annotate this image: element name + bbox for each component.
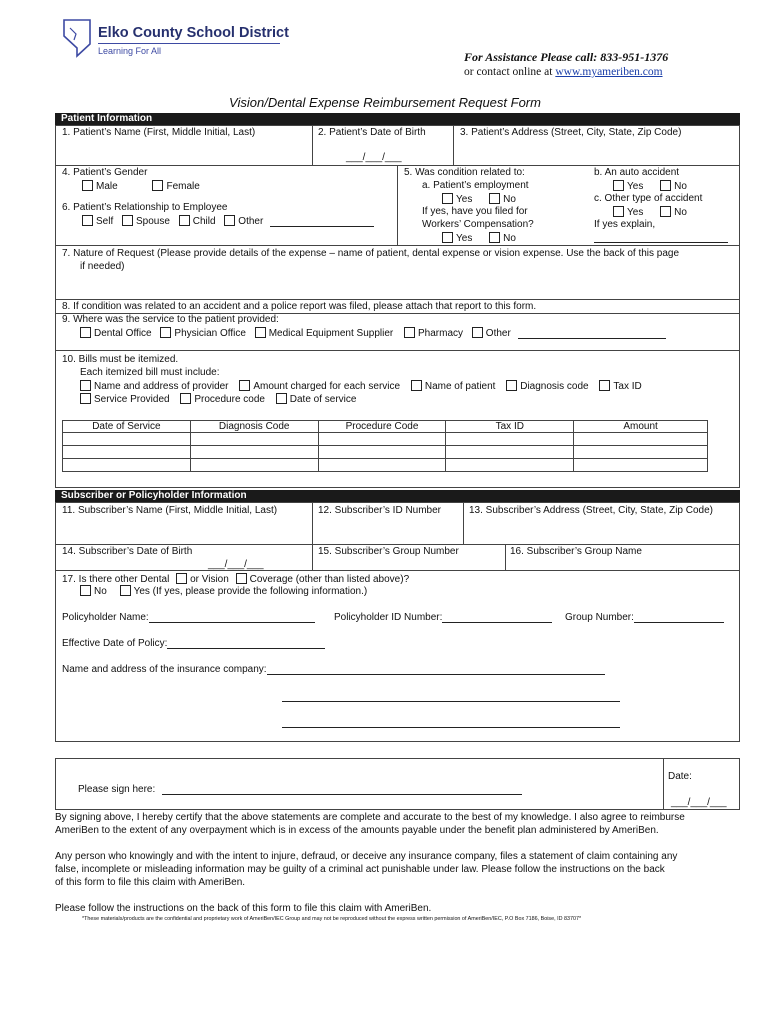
contact-line — [464, 66, 663, 78]
itemized-include-label: Each itemized bill must include: — [80, 367, 220, 378]
other-location-input[interactable] — [518, 338, 666, 339]
table-row — [63, 446, 708, 459]
policyholder-id-row — [334, 612, 552, 623]
other-relationship-label: Other — [238, 216, 264, 227]
filed-question-1: If yes, have you filed for — [422, 206, 528, 217]
insurer-label: Name and address of the insurance company: — [62, 664, 267, 675]
physician-office-label: Physician Office — [174, 328, 246, 339]
policyholder-name-row — [62, 612, 315, 623]
tax-id-label: Tax ID — [613, 381, 642, 392]
policyholder-id-label: Policyholder ID Number: — [334, 612, 443, 623]
tax-id-checkbox[interactable] — [599, 380, 610, 391]
patient-name-field[interactable]: 1. Patient’s Name (First, Middle Initial, Last) — [62, 127, 256, 138]
insurer-input-1[interactable] — [267, 674, 605, 675]
subscriber-dob-blank: ___/___/___ — [208, 559, 264, 570]
auto-yes-label: Yes — [627, 181, 644, 192]
itemized-label: 10. Bills must be itemized. — [62, 354, 179, 365]
table-cell[interactable] — [446, 446, 574, 459]
coverage-yes-label: Yes (If yes, please provide the following information.) — [133, 586, 368, 597]
insurer-input-2[interactable] — [282, 690, 620, 702]
service-provided-label: Service Provided — [94, 394, 170, 405]
patient-name-checkbox[interactable] — [411, 380, 422, 391]
date-input[interactable]: ___/___/___ — [671, 797, 727, 808]
subscriber-group-name-field[interactable]: 16. Subscriber’s Group Name — [510, 546, 642, 557]
col-amount: Amount — [574, 421, 708, 433]
employment-options — [442, 193, 516, 205]
auto-no-checkbox[interactable] — [660, 180, 671, 191]
other-coverage-options — [80, 585, 367, 597]
pharmacy-checkbox[interactable] — [404, 327, 415, 338]
subscriber-dob-field[interactable]: 14. Subscriber’s Date of Birth — [62, 546, 193, 557]
provider-checkbox[interactable] — [80, 380, 91, 391]
effective-date-label: Effective Date of Policy: — [62, 638, 168, 649]
group-number-label: Group Number: — [565, 612, 634, 623]
contact-url-link[interactable]: www.myameriben.com — [555, 66, 663, 78]
other-accident-yes-checkbox[interactable] — [613, 206, 624, 217]
table-row — [63, 433, 708, 446]
other-relationship-input[interactable] — [270, 226, 374, 227]
patient-gender-label: 4. Patient’s Gender — [62, 167, 148, 178]
table-cell[interactable] — [190, 433, 318, 446]
provider-label: Name and address of provider — [94, 381, 229, 392]
form-title: Vision/Dental Expense Reimbursement Request Form — [229, 95, 541, 110]
other-coverage-question — [62, 573, 409, 585]
date-label: Date: — [668, 771, 692, 782]
auto-yes-checkbox[interactable] — [613, 180, 624, 191]
relationship-options — [82, 215, 374, 227]
patient-address-field[interactable]: 3. Patient’s Address (Street, City, State, Zip Code) — [460, 127, 682, 138]
table-cell[interactable] — [63, 459, 191, 472]
filed-options — [442, 232, 516, 244]
child-label: Child — [192, 216, 216, 227]
dental-office-label: Dental Office — [94, 328, 152, 339]
coverage-no-label: No — [94, 586, 107, 597]
table-cell[interactable] — [318, 433, 446, 446]
group-number-input[interactable] — [634, 622, 724, 623]
employment-label: a. Patient’s employment — [422, 180, 529, 191]
other-location-label: Other — [485, 328, 511, 339]
table-header-row — [63, 421, 708, 433]
policyholder-name-label: Policyholder Name: — [62, 612, 149, 623]
filed-yes-label: Yes — [456, 233, 473, 244]
filed-no-checkbox[interactable] — [489, 232, 500, 243]
other-coverage-label-c: Coverage (other than listed above)? — [249, 574, 410, 585]
other-vision-checkbox[interactable] — [236, 573, 247, 584]
medical-equipment-label: Medical Equipment Supplier — [268, 328, 394, 339]
district-logo — [62, 18, 292, 64]
self-checkbox[interactable] — [82, 215, 93, 226]
table-cell[interactable] — [446, 433, 574, 446]
group-number-row — [565, 612, 724, 623]
employment-no-checkbox[interactable] — [489, 193, 500, 204]
effective-date-row — [62, 638, 325, 649]
other-accident-label: c. Other type of accident — [594, 193, 703, 204]
auto-accident-options — [613, 180, 687, 192]
patient-dob-field[interactable]: 2. Patient’s Date of Birth — [318, 127, 426, 138]
contact-prefix: or contact online at — [464, 66, 556, 78]
procedure-code-checkbox[interactable] — [180, 393, 191, 404]
date-of-service-checkbox[interactable] — [276, 393, 287, 404]
table-cell[interactable] — [318, 446, 446, 459]
patient-name-label: Name of patient — [424, 381, 496, 392]
certify-line-1: By signing above, I hereby certify that the above statements are complete and accurate to the best of my knowledge. I also agree to reimburse — [55, 812, 685, 823]
subscriber-section-header: Subscriber or Policyholder Information — [55, 490, 740, 502]
logo-underline — [98, 43, 280, 44]
date-of-service-label: Date of service — [289, 394, 357, 405]
other-coverage-label-a: 17. Is there other Dental — [62, 574, 170, 585]
self-label: Self — [96, 216, 114, 227]
other-accident-options — [613, 206, 687, 218]
col-date-of-service: Date of Service — [63, 421, 191, 433]
pharmacy-label: Pharmacy — [418, 328, 464, 339]
spouse-checkbox[interactable] — [122, 215, 133, 226]
policyholder-id-input[interactable] — [442, 622, 552, 623]
diagnosis-code-checkbox[interactable] — [506, 380, 517, 391]
signature-input[interactable] — [162, 794, 522, 795]
itemized-table — [62, 420, 708, 472]
other-dental-checkbox[interactable] — [176, 573, 187, 584]
filed-question-2: Workers’ Compensation? — [422, 219, 534, 230]
spouse-label: Spouse — [136, 216, 170, 227]
insurer-input-3[interactable] — [282, 716, 620, 728]
employment-yes-checkbox[interactable] — [442, 193, 453, 204]
amount-charged-checkbox[interactable] — [239, 380, 250, 391]
table-cell[interactable] — [318, 459, 446, 472]
auto-accident-label: b. An auto accident — [594, 167, 680, 178]
subscriber-name-field[interactable]: 11. Subscriber’s Name (First, Middle Initial, Last) — [62, 505, 278, 516]
service-provided-checkbox[interactable] — [80, 393, 91, 404]
table-cell[interactable] — [63, 446, 191, 459]
itemized-options-row1 — [80, 380, 642, 392]
other-accident-no-checkbox[interactable] — [660, 206, 671, 217]
coverage-yes-checkbox[interactable] — [120, 585, 131, 596]
police-report-note: 8. If condition was related to an accident and a police report was filed, please attach that report to this form. — [62, 301, 537, 312]
other-accident-no-label: No — [674, 207, 687, 218]
table-cell[interactable] — [63, 433, 191, 446]
fraud-line-1: Any person who knowingly and with the intent to injure, defraud, or deceive any insurance company, files a statement of claim containing any — [55, 851, 678, 862]
policyholder-name-input[interactable] — [149, 622, 315, 623]
table-cell[interactable] — [574, 459, 708, 472]
subscriber-group-number-field[interactable]: 15. Subscriber’s Group Number — [318, 546, 459, 557]
table-cell[interactable] — [190, 446, 318, 459]
certify-line-2: AmeriBen to the extent of any overpayment which is in excess of the amounts payable under the benefit plan administered by AmeriBen. — [55, 825, 659, 836]
nature-of-request-label-cont: if needed) — [80, 261, 125, 272]
explain-input[interactable] — [594, 231, 728, 243]
dental-office-checkbox[interactable] — [80, 327, 91, 338]
employment-no-label: No — [503, 194, 516, 205]
diagnosis-code-label: Diagnosis code — [520, 381, 589, 392]
female-label: Female — [166, 181, 200, 192]
logo-tagline: Learning For All — [98, 46, 162, 56]
filed-no-label: No — [503, 233, 516, 244]
table-cell[interactable] — [574, 446, 708, 459]
other-coverage-label-b: or Vision — [190, 574, 229, 585]
itemized-options-row2 — [80, 393, 356, 405]
other-accident-yes-label: Yes — [627, 207, 644, 218]
col-procedure-code: Procedure Code — [318, 421, 446, 433]
nature-of-request-label: 7. Nature of Request (Please provide details of the expense – name of patient, dental expense or vision expense. Use the back of this page — [62, 248, 680, 259]
sign-here-label: Please sign here: — [78, 784, 156, 795]
table-cell[interactable] — [574, 433, 708, 446]
subscriber-address-field[interactable]: 13. Subscriber’s Address (Street, City, State, Zip Code) — [469, 505, 713, 516]
coverage-no-checkbox[interactable] — [80, 585, 91, 596]
other-location-checkbox[interactable] — [472, 327, 483, 338]
patient-section-header: Patient Information — [55, 113, 740, 125]
filed-yes-checkbox[interactable] — [442, 232, 453, 243]
table-row — [63, 459, 708, 472]
subscriber-id-field[interactable]: 12. Subscriber’s ID Number — [318, 505, 442, 516]
service-location-options — [80, 327, 666, 339]
patient-dob-blank: ___/___/___ — [346, 152, 402, 163]
insurer-row — [62, 664, 605, 675]
signature-row — [78, 784, 522, 795]
col-tax-id: Tax ID — [446, 421, 574, 433]
fraud-line-3: of this form to file this claim with AmeriBen. — [55, 877, 246, 888]
nevada-map-icon — [62, 18, 92, 58]
fine-print: *These materials/products are the confidential and proprietary work of AmeriBen/IEC Group and may not be reproduced without the express written permission of AmeriBen/IEC, P.O Box 7186, Boise, ID 83707* — [82, 916, 582, 922]
physician-office-checkbox[interactable] — [160, 327, 171, 338]
logo-name: Elko County School District — [98, 25, 289, 41]
assistance-line: For Assistance Please call: 833-951-1376 — [464, 50, 669, 64]
effective-date-input[interactable] — [167, 648, 325, 649]
fraud-line-2: false, incomplete or misleading information may be guilty of a criminal act punishable under law. Please follow the instructions on the back — [55, 864, 665, 875]
relationship-label: 6. Patient’s Relationship to Employee — [62, 202, 228, 213]
table-cell[interactable] — [190, 459, 318, 472]
female-checkbox[interactable] — [152, 180, 163, 191]
condition-related-label: 5. Was condition related to: — [404, 167, 525, 178]
service-location-label: 9. Where was the service to the patient provided: — [62, 314, 279, 325]
table-cell[interactable] — [446, 459, 574, 472]
instructions-line: Please follow the instructions on the back of this form to file this claim with AmeriBen. — [55, 903, 432, 914]
procedure-code-label: Procedure code — [194, 394, 265, 405]
male-checkbox[interactable] — [82, 180, 93, 191]
male-label: Male — [96, 181, 118, 192]
other-relationship-checkbox[interactable] — [224, 215, 235, 226]
medical-equipment-checkbox[interactable] — [255, 327, 266, 338]
explain-label: If yes explain, — [594, 219, 656, 230]
employment-yes-label: Yes — [456, 194, 473, 205]
auto-no-label: No — [674, 181, 687, 192]
col-diagnosis-code: Diagnosis Code — [190, 421, 318, 433]
amount-charged-label: Amount charged for each service — [253, 381, 401, 392]
child-checkbox[interactable] — [179, 215, 190, 226]
gender-options — [82, 180, 200, 192]
